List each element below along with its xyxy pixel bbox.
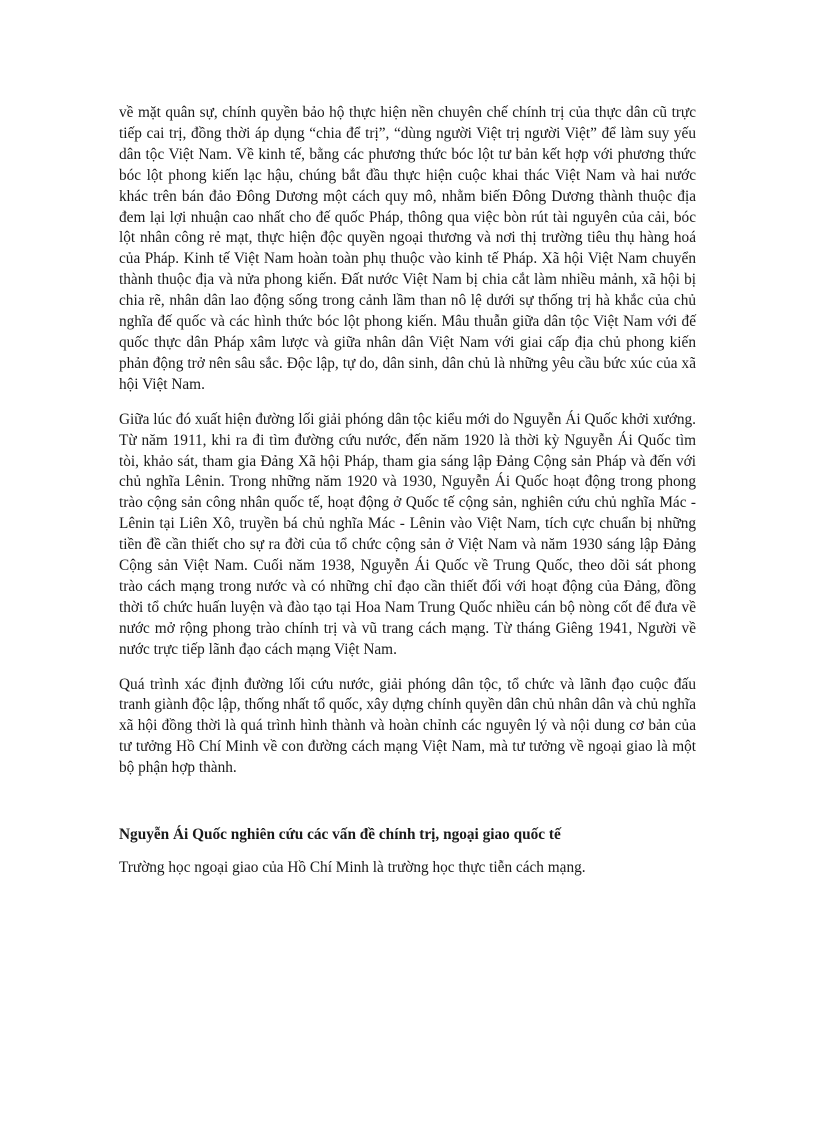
body-paragraph-1: về mặt quân sự, chính quyền bảo hộ thực hiện nền chuyên chế chính trị của thực dân cũ trực tiếp cai trị, đồng thời áp dụng “chia để trị”, “dùng người Việt trị người Việt” để làm suy yếu dân tộc Việt Nam. Về kinh tế, bằng các phương thức bóc lột tư bản kết hợp với phương thức bóc lột phong kiến lạc hậu, chúng bắt đầu thực hiện cuộc khai thác Việt Nam và hai nước khác trên bán đảo Đông Dương một cách quy mô, nhằm biến Đông Dương thành thuộc địa đem lại lợi nhuận cao nhất cho đế quốc Pháp, thông qua việc bòn rút tài nguyên của cải, bóc lột nhân công rẻ mạt, thực hiện độc quyền ngoại thương và nơi thị trường tiêu thụ hàng hoá của Pháp. Kinh tế Việt Nam hoàn toàn phụ thuộc vào kinh tế Pháp. Xã hội Việt Nam chuyển thành thuộc địa và nửa phong kiến. Đất nước Việt Nam bị chia cắt làm nhiều mảnh, xã hội bị chia rẽ, nhân dân lao động sống trong cảnh lầm than nô lệ dưới sự thống trị hà khắc của chủ nghĩa đế quốc và các hình thức bóc lột phong kiến. Mâu thuẫn giữa dân tộc Việt Nam với đế quốc thực dân Pháp xâm lược và giữa nhân dân Việt Nam với giai cấp địa chủ phong kiến phản động trở nên sâu sắc. Độc lập, tự do, dân sinh, dân chủ là những yêu cầu bức xúc của xã hội Việt Nam. [119,104,696,393]
body-paragraph-3: Quá trình xác định đường lối cứu nước, giải phóng dân tộc, tổ chức và lãnh đạo cuộc đấu tranh giành độc lập, thống nhất tổ quốc, xây dựng chính quyền dân chủ nhân dân và chủ nghĩa xã hội đồng thời là quá trình hình thành và hoàn chỉnh các nguyên lý và nội dung cơ bản của tư tưởng Hồ Chí Minh về con đường cách mạng Việt Nam, mà tư tưởng về ngoại giao là một bộ phận hợp thành. [119,675,696,777]
section-first-line: Trường học ngoại giao của Hồ Chí Minh là trường học thực tiễn cách mạng. [119,859,586,877]
body-paragraph-2: Giữa lúc đó xuất hiện đường lối giải phóng dân tộc kiểu mới do Nguyễn Ái Quốc khởi xướng. Từ năm 1911, khi ra đi tìm đường cứu nước, đến năm 1920 là thời kỳ Nguyễn Ái Quốc tìm tòi, khảo sát, tham gia Đảng Xã hội Pháp, tham gia sáng lập Đảng Cộng sản Pháp và đến với chủ nghĩa Lênin. Trong những năm 1920 và 1930, Nguyễn Ái Quốc hoạt động trong phong trào cộng sản công nhân quốc tế, hoạt động ở Quốc tế cộng sản, nghiên cứu chủ nghĩa Mác - Lênin tại Liên Xô, truyền bá chủ nghĩa Mác - Lênin vào Việt Nam, tích cực chuẩn bị những tiền đề cần thiết cho sự ra đời của tổ chức cộng sản ở Việt Nam và năm 1930 sáng lập Đảng Cộng sản Việt Nam. Cuối năm 1938, Nguyễn Ái Quốc về Trung Quốc, theo dõi sát phong trào cách mạng trong nước và có những chỉ đạo cần thiết đối với hoạt động của Đảng, đồng thời tổ chức huấn luyện và đào tạo tại Hoa Nam Trung Quốc nhiều cán bộ nòng cốt để đưa về nước mở rộng phong trào chính trị và vũ trang cách mạng. Từ tháng Giêng 1941, Người về nước trực tiếp lãnh đạo cách mạng Việt Nam. [119,410,696,658]
section-heading: Nguyễn Ái Quốc nghiên cứu các vấn đề chính trị, ngoại giao quốc tế [119,826,561,844]
document-page [119,103,696,879]
